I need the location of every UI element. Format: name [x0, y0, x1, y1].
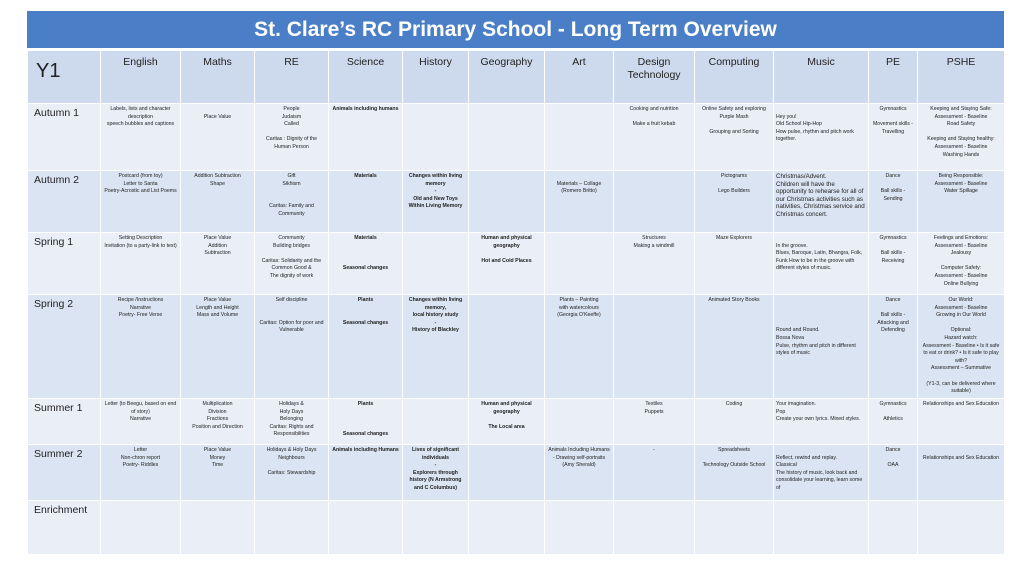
term-row	[28, 501, 1005, 555]
curriculum-cell: Your imagination. Pop Create your own lyrics. Mixed styles.	[774, 399, 869, 445]
curriculum-cell: Materials – Collage (Romero Britto)	[545, 171, 614, 233]
curriculum-cell: Plants Seasonal changes	[329, 295, 403, 399]
column-header: PE	[869, 51, 918, 104]
curriculum-cell: Gift Sikhism Caritas: Family and Community	[255, 171, 329, 233]
year-label: Y1	[28, 51, 101, 104]
curriculum-cell	[545, 233, 614, 295]
curriculum-cell: Plants – Painting with watercolours (Georgia O’Keeffe)	[545, 295, 614, 399]
curriculum-cell: Keeping and Staying Safe: Assessment - Baseline Road Safety Keeping and Staying healthy: Assessment - Baseline Washing Hands	[918, 104, 1005, 171]
term-label: Enrichment	[28, 501, 101, 555]
term-label: Spring 1	[28, 233, 101, 295]
term-row	[28, 445, 1005, 501]
curriculum-cell: Addition Subtraction Shape	[181, 171, 255, 233]
curriculum-cell	[403, 104, 469, 171]
curriculum-cell: Online Safety and exploring Purple Mash Grouping and Sorting	[695, 104, 774, 171]
curriculum-cell: Round and Round. Bossa Nova Pulse, rhythm and pitch in different styles of music	[774, 295, 869, 399]
curriculum-cell: Lives of significant individuals - Explorers through history (N Armstrong and C Columbus)	[403, 445, 469, 501]
curriculum-cell: Maze Explorers	[695, 233, 774, 295]
curriculum-cell: Dance Ball skills - Attacking and Defending	[869, 295, 918, 399]
term-row	[28, 233, 1005, 295]
curriculum-cell: Labels, lists and character description speech bubbles and captions	[101, 104, 181, 171]
curriculum-cell: Plants Seasonal changes	[329, 399, 403, 445]
curriculum-cell: People Judaism Called Caritas : Dignity of the Human Person	[255, 104, 329, 171]
curriculum-cell: Our World: Assessment - Baseline Growing in Our World Optional: Hazard watch: Assessment - Baseline • Is it safe to eat or drink? • Is it safe to play with? Assessment – Summative (Y1-3, can be delivered where suitable)	[918, 295, 1005, 399]
curriculum-cell: Spreadsheets Technology Outside School	[695, 445, 774, 501]
curriculum-cell	[869, 501, 918, 555]
column-header: Maths	[181, 51, 255, 104]
curriculum-cell	[101, 501, 181, 555]
curriculum-cell: Community Building bridges Caritas: Solidarity and the Common Good & The dignity of work	[255, 233, 329, 295]
term-label: Spring 2	[28, 295, 101, 399]
curriculum-cell: Holidays & Holy Days Belonging Caritas: Rights and Responsibilities	[255, 399, 329, 445]
column-header: Design Technology	[614, 51, 695, 104]
curriculum-cell: -	[614, 445, 695, 501]
curriculum-cell: Multiplication Division Fractions Position and Direction	[181, 399, 255, 445]
header-row	[28, 51, 1005, 104]
curriculum-cell: Gymnastics Movement skills - Travelling	[869, 104, 918, 171]
overview-frame	[27, 11, 1004, 555]
curriculum-cell	[545, 104, 614, 171]
curriculum-cell: Animals Including Humans - Drawing self-portraits (Amy Sherald)	[545, 445, 614, 501]
column-header: Science	[329, 51, 403, 104]
curriculum-cell	[403, 233, 469, 295]
curriculum-cell: Place Value	[181, 104, 255, 171]
curriculum-cell: Cooking and nutrition Make a fruit kebab	[614, 104, 695, 171]
column-header: RE	[255, 51, 329, 104]
curriculum-cell: Gymnastics Athletics	[869, 399, 918, 445]
curriculum-cell: Letter (to Beegu, based on end of story) Narrative	[101, 399, 181, 445]
curriculum-cell	[545, 399, 614, 445]
curriculum-cell: Animated Story Books	[695, 295, 774, 399]
curriculum-cell: Christmas/Advent. Children will have the opportunity to rehearse for all of our Christmas activities such as nativities, Christmas service and Christmas concert.	[774, 171, 869, 233]
column-header: PSHE	[918, 51, 1005, 104]
term-label: Autumn 2	[28, 171, 101, 233]
curriculum-cell: Textiles Puppets	[614, 399, 695, 445]
curriculum-cell: Being Responsible: Assessment - Baseline Water Spillage	[918, 171, 1005, 233]
curriculum-cell: Structures Making a windmill	[614, 233, 695, 295]
curriculum-cell: Materials Seasonal changes	[329, 233, 403, 295]
curriculum-cell	[469, 295, 545, 399]
curriculum-cell	[774, 501, 869, 555]
curriculum-cell: Holidays & Holy Days Neighbours Caritas: Stewardship	[255, 445, 329, 501]
curriculum-cell	[545, 501, 614, 555]
curriculum-cell: Animals including humans	[329, 104, 403, 171]
curriculum-cell	[469, 171, 545, 233]
term-label: Autumn 1	[28, 104, 101, 171]
term-label: Summer 1	[28, 399, 101, 445]
curriculum-cell: Setting Description Invitation (to a party-link to text)	[101, 233, 181, 295]
term-row	[28, 104, 1005, 171]
curriculum-cell: Place Value Money Time	[181, 445, 255, 501]
column-header: History	[403, 51, 469, 104]
curriculum-cell: Human and physical geography The Local area	[469, 399, 545, 445]
term-row	[28, 295, 1005, 399]
curriculum-cell: Changes within living memory - Old and New Toys Within Living Memory	[403, 171, 469, 233]
curriculum-cell: Place Value Addition Subtraction	[181, 233, 255, 295]
curriculum-cell	[695, 501, 774, 555]
column-header: English	[101, 51, 181, 104]
curriculum-cell: Self discipline Caritas: Option for poor and Vulnerable	[255, 295, 329, 399]
curriculum-cell: Dance OAA	[869, 445, 918, 501]
term-label: Summer 2	[28, 445, 101, 501]
curriculum-cell	[403, 501, 469, 555]
curriculum-cell: Feelings and Emotions: Assessment - Baseline Jealousy Computer Safety: Assessment - Baseline Online Bullying	[918, 233, 1005, 295]
curriculum-cell: Materials	[329, 171, 403, 233]
column-header: Geography	[469, 51, 545, 104]
curriculum-cell: Relationships and Sex Education	[918, 399, 1005, 445]
curriculum-cell	[918, 501, 1005, 555]
curriculum-cell: Reflect, rewind and replay. Classical The history of music, look back and consolidate your learning, learn some of	[774, 445, 869, 501]
page-title: St. Clare’s RC Primary School - Long Term Overview	[27, 11, 1004, 50]
column-header: Art	[545, 51, 614, 104]
curriculum-cell	[403, 399, 469, 445]
curriculum-cell: Gymnastics Ball skills - Receiving	[869, 233, 918, 295]
curriculum-cell	[469, 104, 545, 171]
curriculum-cell	[614, 295, 695, 399]
curriculum-cell	[181, 501, 255, 555]
curriculum-cell: Postcard (from toy) Letter to Santa Poetry-Acrostic and List Poems	[101, 171, 181, 233]
curriculum-cell: Pictograms Lego Builders	[695, 171, 774, 233]
overview-table	[27, 50, 1005, 555]
term-row	[28, 171, 1005, 233]
curriculum-cell	[255, 501, 329, 555]
curriculum-cell: Hey you! Old School Hip-Hop How pulse, rhythm and pitch work together.	[774, 104, 869, 171]
curriculum-cell	[469, 445, 545, 501]
curriculum-cell: Recipe /Instructions Narrative Poetry- Free Verse	[101, 295, 181, 399]
curriculum-cell	[329, 501, 403, 555]
column-header: Computing	[695, 51, 774, 104]
curriculum-cell: Place Value Length and Height Mass and Volume	[181, 295, 255, 399]
curriculum-cell: Human and physical geography Hot and Cold Places	[469, 233, 545, 295]
term-row	[28, 399, 1005, 445]
column-header: Music	[774, 51, 869, 104]
curriculum-cell: Relationships and Sex Education	[918, 445, 1005, 501]
curriculum-cell	[469, 501, 545, 555]
curriculum-cell: Animals including Humans	[329, 445, 403, 501]
curriculum-cell: Changes within living memory, local history study - History of Blackley	[403, 295, 469, 399]
curriculum-cell: Letter Non-chron report Poetry- Riddles	[101, 445, 181, 501]
curriculum-cell	[614, 501, 695, 555]
curriculum-cell: In the groove. Blues, Baroque, Latin, Bhangra, Folk, Funk How to be in the groove with different styles of music.	[774, 233, 869, 295]
curriculum-cell: Dance Ball skills - Sending	[869, 171, 918, 233]
curriculum-cell	[614, 171, 695, 233]
curriculum-cell: Coding	[695, 399, 774, 445]
